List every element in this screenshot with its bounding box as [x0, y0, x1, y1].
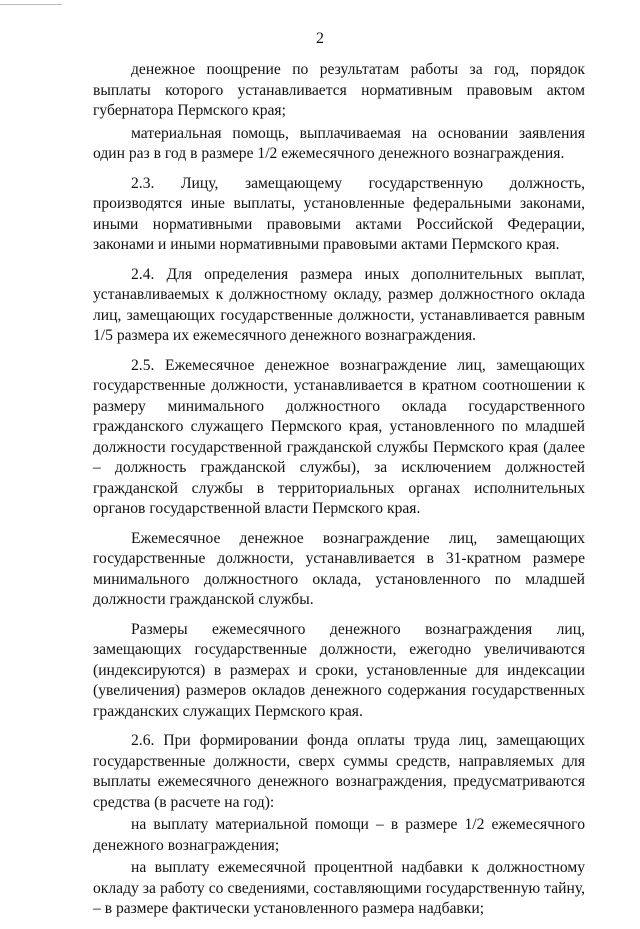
paragraph-bonus: денежное поощрение по результатам работы за год, порядок выплаты которого устанавливается нормативным правовым актом губернатора Пермского края;	[93, 61, 585, 119]
paragraph-2-3: 2.3. Лицу, замещающему государственную должность, производятся иные выплаты, установленные федеральными законами, иными нормативными правовыми актами Российской Федерации, законами и иными нормативными правовыми актами Пермского края.	[93, 174, 585, 253]
paragraph-2-4: 2.4. Для определения размера иных дополнительных выплат, устанавливаемых к должностному окладу, размер должностного оклада лиц, замещающих государственные должности, устанавливается равным 1/5 размера их ежемесячного денежного вознаграждения.	[93, 265, 585, 344]
scan-corner-mark	[0, 4, 62, 5]
paragraph-2-6: 2.6. При формировании фонда оплаты труда лиц, замещающих государственные должности, сверх суммы средств, направляемых для выплаты ежемесячного денежного вознаграждения, предусматриваются средства (в расчете на год):	[93, 732, 585, 811]
page-number: 2	[316, 30, 324, 47]
paragraph-secret-allowance: на выплату ежемесячной процентной надбавки к должностному окладу за работу со сведениями, составляющими государственную тайну, – в размере фактически установленного размера надбавки;	[93, 859, 585, 917]
paragraph-31-fold: Ежемесячное денежное вознаграждение лиц, замещающих государственные должности, устанавливается в 31-кратном размере минимального должностного оклада, установленного по младшей должности гражданской службы.	[93, 529, 585, 608]
document-body	[93, 60, 585, 929]
paragraph-indexation: Размеры ежемесячного денежного вознаграждения лиц, замещающих государственные должности, ежегодно увеличиваются (индексируются) в размерах и сроки, установленные для индексации (увеличения) размеров окладов денежного содержания государственных гражданских служащих Пермского края.	[93, 620, 585, 720]
paragraph-material-aid-payment: на выплату материальной помощи – в размере 1/2 ежемесячного денежного вознаграждения;	[93, 816, 585, 854]
paragraph-2-5: 2.5. Ежемесячное денежное вознаграждение лиц, замещающих государственные должности, устанавливается в кратном соотношении к размеру минимального должностного оклада государственного гражданского служащего Пермского края, установленного по младшей должности государственной гражданской службы Пермского края (далее – должность гражданской службы), за исключением должностей гражданской службы в территориальных органах исполнительных органов государственной власти Пермского края.	[93, 356, 585, 517]
paragraph-material-aid: материальная помощь, выплачиваемая на основании заявления один раз в год в размере 1/2 ежемесячного денежного вознаграждения.	[93, 124, 585, 162]
